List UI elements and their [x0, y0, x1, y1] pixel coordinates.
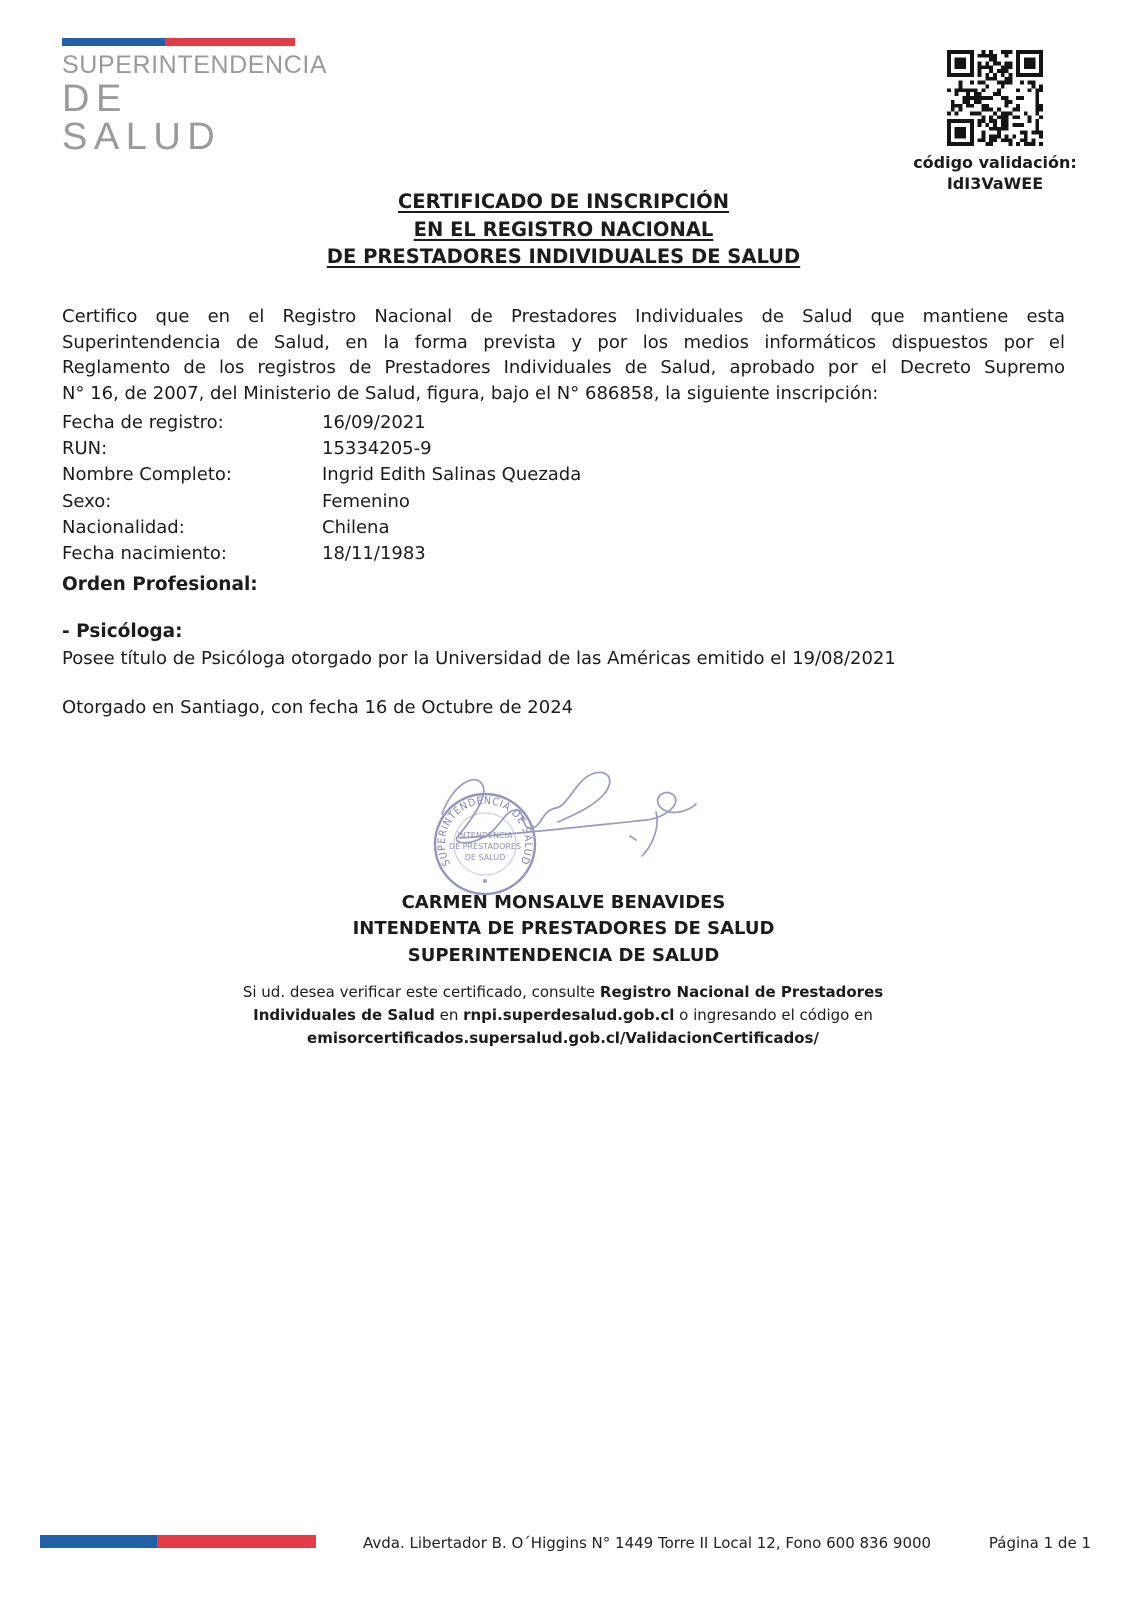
superintendencia-logo [62, 38, 328, 158]
issued-line: Otorgado en Santiago, con fecha 16 de Octubre de 2024 [62, 697, 574, 718]
verify-seg3: o ingresando el código en [674, 1006, 873, 1024]
orden-profesional-heading: Orden Profesional: [62, 574, 258, 595]
field-row-fecha-registro [62, 410, 762, 436]
logo-text-line1: SUPERINTENDENCIA [62, 51, 328, 79]
verify-url-rnpi: rnpi.superdesalud.gob.cl [463, 1006, 675, 1024]
field-value: 16/09/2021 [322, 412, 426, 433]
field-value: 18/11/1983 [322, 543, 426, 565]
footer-address: Avda. Libertador B. O´Higgins N° 1449 Torre II Local 12, Fono 600 836 9000 [363, 1534, 932, 1552]
profession-detail: Posee título de Psicóloga otorgado por la Universidad de las Américas emitido el 19/08/2021 [62, 647, 896, 669]
official-stamp-icon [408, 750, 708, 902]
signatory-block [0, 890, 1127, 969]
field-label: RUN: [62, 438, 108, 460]
profession-title: - Psicóloga: [62, 621, 183, 642]
intro-line-1: Certifico que en el Registro Nacional de Prestadores Individuales de Salud que mantiene esta [62, 306, 1065, 327]
verification-note [208, 981, 918, 1050]
field-label: Fecha de registro: [62, 412, 224, 433]
stamp-and-signature [408, 750, 708, 902]
certificate-title [0, 188, 1127, 271]
title-line-3: DE PRESTADORES INDIVIDUALES DE SALUD [326, 245, 801, 268]
field-value: Ingrid Edith Salinas Quezada [322, 464, 582, 486]
stamp-center-line1: INTENDENCIA [457, 831, 513, 840]
verify-seg1: Si ud. desea verificar este certificado, consulte [242, 983, 600, 1001]
stamp-center-line3: DE SALUD [464, 853, 506, 862]
field-label: Sexo: [62, 490, 112, 512]
intro-line-4: N° 16, de 2007, del Ministerio de Salud, figura, bajo el N° 686858, la siguiente inscripción: [62, 382, 879, 404]
registration-fields [62, 410, 762, 567]
title-line-2: EN EL REGISTRO NACIONAL [413, 217, 714, 241]
title-line-1: CERTIFICADO DE INSCRIPCIÓN [397, 190, 730, 213]
logo-text-line2: DE SALUD [62, 78, 222, 158]
field-value: 15334205-9 [322, 438, 432, 460]
stamp-ring-text: SUPERINTENDENCIA DE SALUD [435, 794, 535, 869]
field-row-nombre [62, 462, 762, 488]
validation-code: IdI3VaWEE [946, 174, 1044, 193]
footer-bar-red [157, 1535, 316, 1548]
flag-bar-icon [62, 38, 295, 46]
signatory-title: INTENDENTA DE PRESTADORES DE SALUD [352, 918, 775, 940]
signatory-name: CARMEN MONSALVE BENAVIDES [401, 892, 726, 913]
footer-flag-bar-icon [40, 1535, 316, 1548]
field-label: Nombre Completo: [62, 464, 232, 486]
intro-line-3: Reglamento de los registros de Prestadores Individuales de Salud, aprobado por el Decreto Supremo [62, 357, 1065, 378]
footer-bar-blue [40, 1535, 157, 1548]
field-row-nacionalidad [62, 515, 762, 541]
stamp-center-line2: DE PRESTADORES [448, 842, 522, 851]
field-label: Fecha nacimiento: [62, 543, 227, 565]
field-row-sexo [62, 489, 762, 515]
verify-seg2: en [434, 1006, 464, 1024]
signatory-org: SUPERINTENDENCIA DE SALUD [407, 944, 720, 966]
intro-paragraph [62, 304, 1065, 406]
field-value: Chilena [322, 516, 390, 538]
field-label: Nacionalidad: [62, 516, 185, 538]
verify-url-validation: emisorcertificados.supersalud.gob.cl/ValidacionCertificados/ [307, 1029, 819, 1047]
field-row-run [62, 436, 762, 462]
flag-bar-red [165, 38, 295, 46]
profession-block [62, 619, 1065, 672]
footer-page-number: Página 1 de 1 [988, 1534, 1091, 1552]
validation-caption: código validación: [913, 153, 1077, 172]
intro-line-2: Superintendencia de Salud, en la forma prevista y por los medios informáticos dispuestos por el [62, 331, 1065, 353]
field-value: Femenino [322, 490, 410, 512]
field-row-fecha-nacimiento [62, 541, 762, 567]
verify-registry-name: Registro Nacional de Prestadores Individuales de Salud [253, 983, 884, 1024]
validation-block [900, 50, 1090, 194]
flag-bar-blue [62, 38, 165, 46]
qr-code-icon [947, 50, 1043, 146]
